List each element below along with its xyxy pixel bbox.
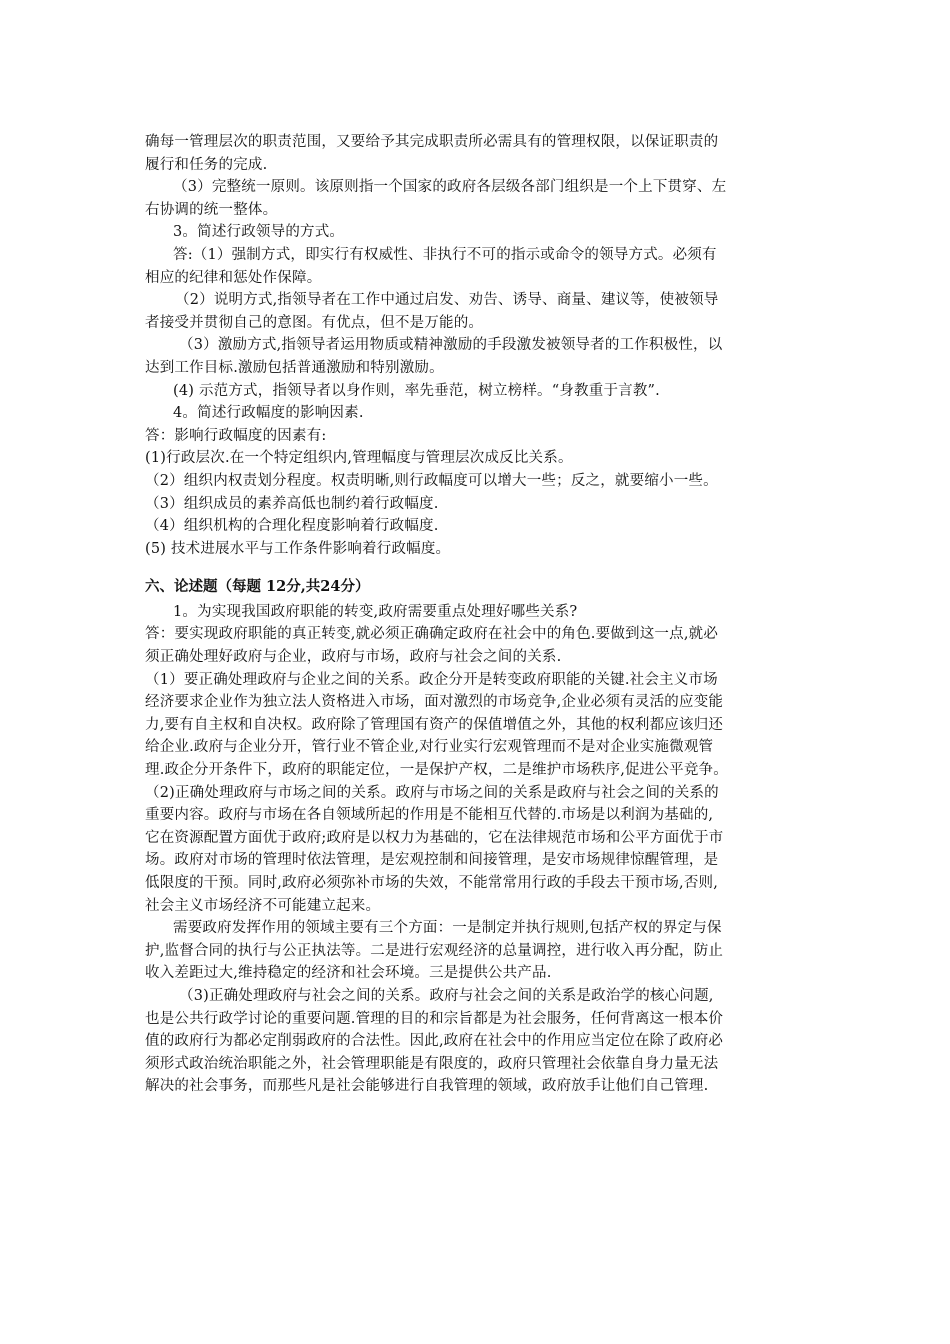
text-line: 理.政企分开条件下，政府的职能定位，一是保护产权，二是维护市场秩序,促进公平竞争。: [145, 762, 728, 779]
text-line: 社会主义市场经济不可能建立起来。: [145, 897, 381, 914]
answer-text-block: [145, 131, 825, 560]
text-line: 场。政府对市场的管理时依法管理，是宏观控制和间接管理，是安市场规律惊醒管理，是: [145, 852, 719, 869]
text-line: 解决的社会事务，而那些凡是社会能够进行自我管理的领域，政府放手让他们自己管理.: [145, 1078, 709, 1095]
text-line: 低限度的干预。同时,政府必须弥补市场的失效，不能常常用行政的手段去干预市场,否则,: [145, 875, 719, 891]
text-line: 护,监督合同的执行与公正执法等。二是进行宏观经济的总量调控，进行收入再分配，防止: [145, 942, 724, 959]
text-line: （3)正确处理政府与社会之间的关系。政府与社会之间的关系是政治学的核心问题,: [179, 987, 714, 1004]
document-body: [145, 131, 825, 1098]
text-line: 需要政府发挥作用的领域主要有三个方面：一是制定并执行规则,包括产权的界定与保: [173, 920, 722, 937]
text-line: 者接受并贯彻自己的意图。有优点，但不是万能的。: [145, 314, 484, 331]
text-line: （1）要正确处理政府与企业之间的关系。政企分开是转变政府职能的关键.社会主义市场: [145, 671, 718, 688]
text-line: 3。简述行政领导的方式。: [173, 224, 345, 241]
text-line: 答：影响行政幅度的因素有:: [145, 427, 327, 444]
text-line: 须形式政治统治职能之外，社会管理职能是有限度的，政府只管理社会依靠自身力量无法: [145, 1055, 719, 1072]
text-line: （3）激励方式,指领导者运用物质或精神激励的手段激发被领导者的工作积极性，以: [179, 337, 723, 354]
text-line: 1。为实现我国政府职能的转变,政府需要重点处理好哪些关系?: [173, 603, 578, 620]
text-line: (1)行政层次.在一个特定组织内,管理幅度与管理层次成反比关系。: [145, 450, 573, 467]
text-line: 也是公共行政学讨论的重要问题.管理的目的和宗旨都是为社会服务，任何背离这一根本价: [145, 1010, 724, 1027]
text-line: 答:（1）强制方式，即实行有权威性、非执行不可的指示或命令的领导方式。必须有: [173, 246, 717, 263]
text-line: 答：要实现政府职能的真正转变,就必须正确确定政府在社会中的角色.要做到这一点,就必: [145, 626, 719, 643]
text-line: 值的政府行为都必定削弱政府的合法性。因此,政府在社会中的作用应当定位在除了政府必: [145, 1033, 724, 1050]
text-line: 力,要有自主权和自决权。政府除了管理国有资产的保值增值之外，其他的权利都应该归还: [145, 716, 724, 733]
text-line: 经济要求企业作为独立法人资格进入市场，面对激烈的市场竞争,企业必须有灵活的应变能: [145, 694, 724, 711]
text-line: （2）组织内权责划分程度。权责明晰,则行政幅度可以增大一些；反之，就要缩小一些。: [145, 472, 718, 489]
text-line: 右协调的统一整体。: [145, 201, 278, 218]
text-line: 收入差距过大,维持稳定的经济和社会环境。三是提供公共产品.: [145, 965, 552, 982]
text-line: （3）组织成员的素养高低也制约着行政幅度.: [145, 495, 439, 512]
text-line: (5) 技术进展水平与工作条件影响着行政幅度。: [145, 540, 451, 557]
text-line: （4）组织机构的合理化程度影响着行政幅度.: [145, 518, 439, 535]
text-line: (4) 示范方式，指领导者以身作则，率先垂范，树立榜样。“身教重于言教”.: [173, 382, 660, 399]
essay-text-block: [145, 601, 825, 1098]
text-line: 须正确处理好政府与企业，政府与市场，政府与社会之间的关系.: [145, 649, 562, 666]
text-line: 重要内容。政府与市场在各自领域所起的作用是不能相互代替的.市场是以利润为基础的,: [145, 807, 714, 824]
text-line: 4。简述行政幅度的影响因素.: [173, 405, 364, 422]
text-line: 达到工作目标.激励包括普通激励和特别激励。: [145, 359, 444, 376]
text-line: （2）说明方式,指领导者在工作中通过启发、劝告、诱导、商量、建议等，使被领导: [175, 292, 719, 309]
text-line: （3）完整统一原则。该原则指一个国家的政府各层级各部门组织是一个上下贯穿、左: [173, 179, 727, 196]
text-line: 履行和任务的完成.: [145, 156, 268, 173]
section-heading: 六、论述题（每题 12分,共24分）: [145, 578, 370, 596]
text-line: 它在资源配置方面优于政府;政府是以权力为基础的，它在法律规范市场和公平方面优于市: [145, 829, 724, 846]
text-line: 相应的纪律和惩处作保障。: [145, 269, 322, 286]
text-line: 给企业.政府与企业分开，管行业不管企业,对行业实行宏观管理而不是对企业实施微观管: [145, 739, 714, 756]
text-line: 确每一管理层次的职责范围，又要给予其完成职责所必需具有的管理权限，以保证职责的: [145, 134, 719, 150]
text-line: （2)正确处理政府与市场之间的关系。政府与市场之间的关系是政府与社会之间的关系的: [145, 784, 719, 801]
